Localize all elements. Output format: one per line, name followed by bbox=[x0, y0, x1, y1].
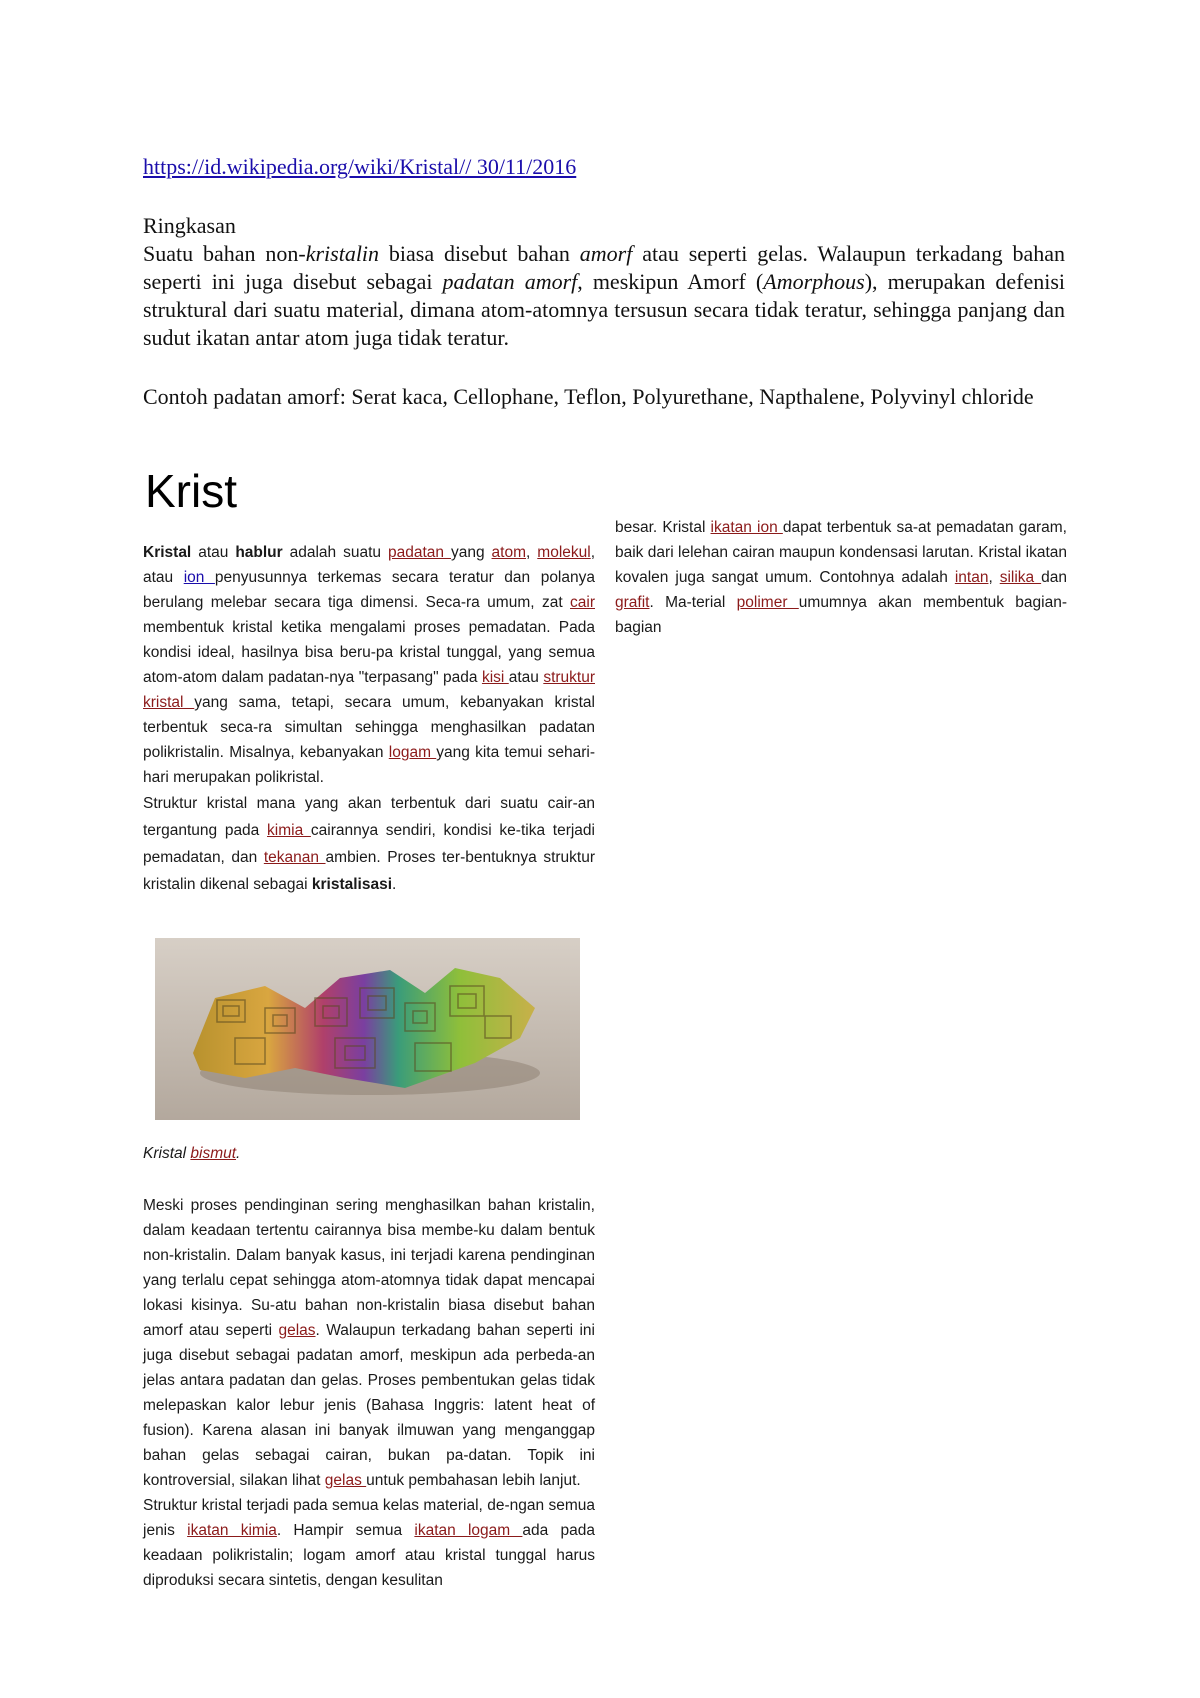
summary-paragraph: Suatu bahan non-kristalin biasa disebut bahan amorf atau seperti gelas. Walaupun terkadang bahan seperti ini juga disebut sebagai padatan amorf, meskipun Amorf (Amorphous), merupakan defenisi struktural dari suatu material, dimana atom-atomnya tersusun secara tidak teratur, sehingga panjang dan sudut ikatan antar atom juga tidak teratur. bbox=[143, 241, 1066, 350]
link-bismut[interactable]: bismut bbox=[190, 1145, 237, 1162]
article-paragraph-2: Struktur kristal mana yang akan terbentuk dari suatu cair-an tergantung pada kimia cairannya sendiri, kondisi ke-tika terjadi pemadatan, dan tekanan ambien. Proses ter-bentuknya struktur kristalin dikenal sebagai kristalisasi. bbox=[143, 795, 596, 893]
article-paragraph-3: Meski proses pendinginan sering menghasilkan bahan kristalin, dalam keadaan tertentu cairannya bisa membe-ku dalam bentuk non-kristalin. Dalam banyak kasus, ini terjadi karena pendinginan yang terlalu cepat sehingga atom-atomnya tidak dapat mencapai lokasi kisinya. Su-atu bahan non-kristalin biasa disebut bahan amorf atau seperti gelas. Walaupun terkadang bahan seperti ini juga disebut sebagai padatan amorf, meskipun ada perbeda-an jelas antara padatan dan gelas. Proses pembentukan gelas tidak melepaskan kalor lebur jenis (Bahasa Inggris: latent heat of fusion). Karena alasan ini banyak ilmuwan yang menganggap bahan gelas sebagai cairan, bukan pa-datan. Topik ini kontroversial, silakan lihat gelas untuk pembahasan lebih lanjut. bbox=[143, 1197, 595, 1489]
bismuth-crystal-illustration bbox=[155, 938, 580, 1120]
bismuth-crystal-image bbox=[155, 938, 580, 1120]
source-link[interactable]: https://id.wikipedia.org/wiki/Kristal// 30/11/2016 bbox=[143, 154, 577, 179]
article-title: Krist bbox=[145, 465, 237, 517]
link-kisi[interactable]: kisi bbox=[481, 669, 509, 686]
link-silika[interactable]: silika bbox=[999, 569, 1042, 586]
article-paragraph-right: besar. Kristal ikatan ion dapat terbentuk sa-at pemadatan garam, baik dari lelehan cairan maupun kondensasi larutan. Kristal ikatan kovalen juga sangat umum. Contohnya adalah intan, silika dan grafit. Ma-terial polimer umumnya akan membentuk bagian-bagian bbox=[615, 519, 1067, 636]
left-column-top bbox=[143, 540, 595, 898]
link-ion[interactable]: ion bbox=[183, 569, 215, 586]
summary-example: Contoh padatan amorf: Serat kaca, Cellophane, Teflon, Polyurethane, Napthalene, Polyvinyl chloride bbox=[143, 384, 1034, 409]
link-grafit[interactable]: grafit bbox=[615, 594, 650, 611]
right-column bbox=[615, 515, 1067, 640]
link-ikatan[interactable]: ikatan bbox=[414, 1522, 468, 1539]
link-ikatan-ion[interactable]: ikatan ion bbox=[710, 519, 783, 536]
link-intan[interactable]: intan bbox=[954, 569, 989, 586]
link-gelas[interactable]: gelas bbox=[278, 1322, 316, 1339]
link-tekanan[interactable]: tekanan bbox=[263, 849, 326, 866]
left-column-bottom bbox=[143, 1193, 595, 1593]
link-kimia[interactable]: kimia bbox=[267, 822, 311, 839]
link-gelas-2[interactable]: gelas bbox=[324, 1472, 367, 1489]
link-polimer[interactable]: polimer bbox=[736, 594, 799, 611]
figure-caption: Kristal bismut. bbox=[143, 1145, 241, 1162]
link-struktur-kristal[interactable]: struktur kristal bbox=[143, 669, 595, 711]
link-logam[interactable]: logam bbox=[388, 744, 437, 761]
link-cair[interactable]: cair bbox=[570, 594, 595, 611]
link-ikatan-kimia[interactable]: ikatan kimia bbox=[187, 1522, 277, 1539]
link-padatan[interactable]: padatan bbox=[388, 544, 451, 561]
link-molekul[interactable]: molekul bbox=[537, 544, 591, 561]
summary-title: Ringkasan bbox=[143, 213, 236, 238]
link-logam-2[interactable]: logam bbox=[467, 1522, 523, 1539]
article-paragraph-4: Struktur kristal terjadi pada semua kelas material, de-ngan semua jenis ikatan kimia. Hampir semua ikatan logam ada pada keadaan polikristalin; logam amorf atau kristal tunggal harus diproduksi secara sintetis, dengan kesulitan bbox=[143, 1497, 595, 1589]
article-paragraph-1: Kristal atau hablur adalah suatu padatan yang atom, molekul, atau ion penyusunnya terkemas secara teratur dan polanya berulang melebar secara tiga dimensi. Seca-ra umum, zat cair membentuk kristal ketika mengalami proses pemadatan. Pada kondisi ideal, hasilnya bisa beru-pa kristal tunggal, yang semua atom-atom dalam padatan-nya "terpasang" pada kisi atau struktur kristal yang sama, tetapi, secara umum, kebanyakan kristal terbentuk seca-ra simultan sehingga menghasilkan padatan polikristalin. Misalnya, kebanyakan logam yang kita temui sehari-hari merupakan polikristal. bbox=[143, 544, 596, 786]
link-atom[interactable]: atom bbox=[491, 544, 527, 561]
